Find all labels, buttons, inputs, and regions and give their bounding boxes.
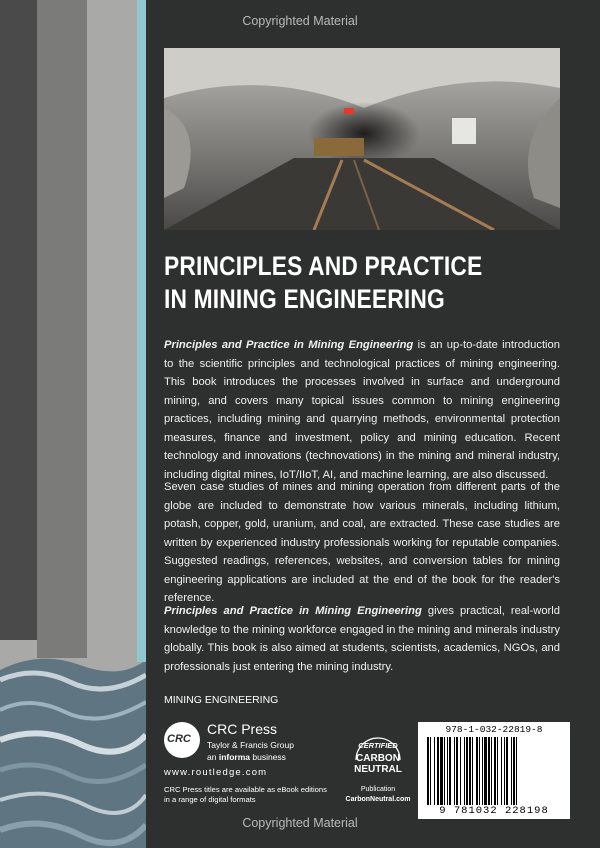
isbn-number: 978-1-032-22819-8 [445,724,543,735]
business-prefix: an [207,752,219,762]
title-line-2: IN MINING ENGINEERING [164,284,445,314]
cn-neutral: NEUTRAL [354,764,402,775]
crc-logo-text: CRC [167,733,191,745]
title-line-1: PRINCIPLES AND PRACTICE [164,251,483,281]
publisher-name: CRC Press [207,721,278,737]
description-paragraph-1 [164,336,560,484]
crc-logo [164,722,200,758]
cn-certified: CERTIFIED [358,741,398,750]
ean-number: 9 781032 228198 [439,805,549,817]
business-suffix: business [250,752,286,762]
book-title-italic-2: Principles and Practice in Mining Engineering [164,605,422,617]
publisher-group: Taylor & Francis Group [207,740,294,750]
book-title [164,250,585,316]
paragraph-1-text: is an up-to-date introduction to the scientific principles and technological practices of mining engineering. This book introduces the processes involved in surface and underground mining, and covers many topical issues common to mining engineering practices, including mining and quarrying methods, environmental protection measures, finance and investment, policy and mining education. Recent technology and innovations (technovations) in the mining and mineral industry, including digital mines, IoT/IIoT, AI, and machine learning, are also discussed. [164,339,560,481]
publisher-website: www.routledge.com [164,767,268,778]
description-paragraph-2: Seven case studies of mines and mining operation from different parts of the globe are included to demonstrate how various minerals, including lithium, potash, copper, gold, uranium, and coal, are extracted. These case studies are written by experienced industry professionals working for reputable companies. Suggested readings, references, websites, and conversion tables for mining engineering applications are included at the end of the book for the reader's reference. [164,481,560,604]
mine-tunnel-photo [164,48,560,230]
business-brand: informa [218,752,250,762]
cn-carbon: CARBON [356,753,400,764]
barcode-bars [427,737,561,805]
cn-site: CarbonNeutral.com [345,796,411,803]
book-title-italic: Principles and Practice in Mining Engineering [164,339,414,351]
ebook-line-1: CRC Press titles are available as eBook editions [164,785,327,794]
ebook-note [164,785,327,805]
carbon-neutral-logo [346,728,410,794]
paragraph-3-text: gives practical, real-world knowledge to the mining workforce engaged in the mining and minerals industry globally. This book is also aimed at students, scientists, academics, NGOs, and professionals just entering the mining industry. [164,605,560,673]
publisher-business [207,752,286,762]
description-paragraph-3 [164,602,560,676]
isbn-barcode [418,722,570,819]
ebook-line-2: in a range of digital formats [164,795,256,804]
subject-category: MINING ENGINEERING [164,694,279,706]
watermark-top: Copyrighted Material [242,14,358,28]
watermark-bottom: Copyrighted Material [242,816,358,830]
cn-publication: Publication [360,786,396,793]
